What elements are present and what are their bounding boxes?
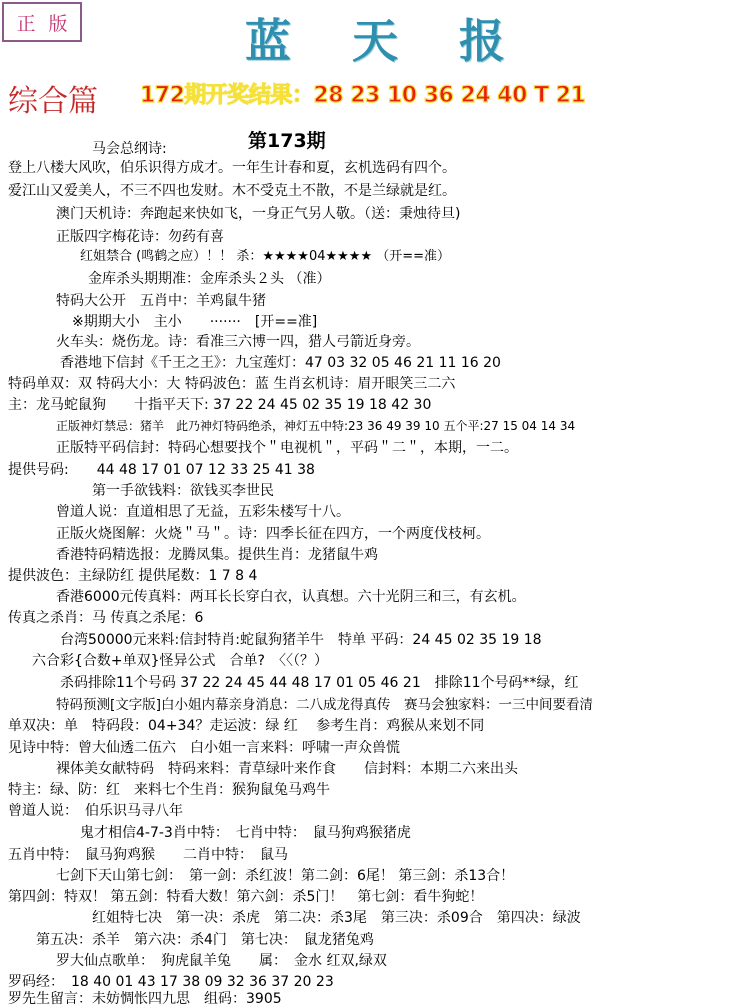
text-line: 正版火烧图解：火烧＂马＂。诗：四季长征在四方，一个两度伐枝柯。 bbox=[56, 526, 490, 542]
newspaper-title bbox=[245, 8, 505, 68]
title-char: 报 bbox=[459, 14, 505, 68]
text-line: 香港特码精选报：龙腾凤集。提供生肖：龙猪鼠牛鸡 bbox=[56, 547, 378, 563]
text-line: 正版四字梅花诗：勿药有喜 bbox=[56, 229, 224, 245]
text-line: 马会总纲诗: bbox=[92, 141, 167, 157]
issue-number: 第173期 bbox=[248, 130, 326, 152]
text-line: 罗大仙点歌单： 狗虎鼠羊兔 属： 金水 红双,绿双 bbox=[56, 953, 387, 969]
genuine-edition-stamp bbox=[2, 2, 82, 42]
text-line: 正版神灯禁忌：猪羊 此乃神灯特码绝杀，神灯五中特:23 36 49 39 10 五个平:27 15 04 14 34 bbox=[56, 419, 576, 433]
text-line: 特码单双：双 特码大小：大 特码波色：蓝 生肖玄机诗：眉开眼笑三二六 bbox=[8, 376, 456, 392]
stamp-char: 正 bbox=[16, 12, 36, 35]
text-line: 香港6000元传真料：两耳长长穿白衣，认真想。六十光阴三和三，有玄机。 bbox=[56, 589, 526, 605]
text-line: 第五决：杀羊 第六决：杀4门 第七决： 鼠龙猪兔鸡 bbox=[36, 932, 374, 948]
section-title: 综合篇 bbox=[8, 84, 98, 119]
text-line: 七剑下天山第七剑： 第一剑：杀红波！第二剑：6尾！ 第三剑：杀13合！ bbox=[56, 868, 515, 884]
title-char: 蓝 bbox=[245, 14, 291, 68]
text-line: 登上八楼大风吹，伯乐识得方成才。一年生计春和夏，玄机选码有四个。 bbox=[8, 160, 456, 176]
text-line: 见诗中特：曾大仙透二伍六 白小姐一言来料：呼啸一声众兽慌 bbox=[8, 740, 400, 756]
draw-result-banner: 172期开奖结果：28 23 10 36 24 40 T 21 bbox=[140, 83, 586, 108]
text-line: 特主：绿、防：红 来料七个生肖：猴狗鼠兔马鸡牛 bbox=[8, 782, 330, 798]
text-line: 正版特平码信封：特码心想要找个＂电视机＂，平码＂二＂，本期，一二。 bbox=[56, 440, 518, 456]
text-line: 爱江山又爱美人，不三不四也发财。木不受克土不散，不是兰绿就是红。 bbox=[8, 183, 456, 199]
title-char: 天 bbox=[352, 14, 398, 68]
text-line: 六合彩{合数+单双}怪异公式 合单? 〈〈（？） bbox=[32, 653, 328, 669]
text-line: ※期期大小 主小 ······· [开==准] bbox=[72, 314, 318, 330]
text-line: 罗码经： 18 40 01 43 17 38 09 32 36 37 20 23 bbox=[8, 974, 334, 990]
text-line: 提供号码: 44 48 17 01 07 12 33 25 41 38 bbox=[8, 462, 315, 478]
text-line: 红姐特七决 第一决：杀虎 第二决：杀3尾 第三决：杀09合 第四决：绿波 bbox=[92, 910, 581, 926]
text-line: 提供波色：主绿防红 提供尾数：1 7 8 4 bbox=[8, 568, 258, 584]
text-line: 罗先生留言：未妨惆怅四九思 组码：3905 bbox=[8, 991, 282, 1007]
text-line: 特码大公开 五肖中：羊鸡鼠牛猪 bbox=[56, 293, 266, 309]
text-line: 曾道人说：直道相思了无益，五彩朱楼写十八。 bbox=[56, 504, 350, 520]
text-line: 五肖中特： 鼠马狗鸡猴 二肖中特： 鼠马 bbox=[8, 847, 288, 863]
text-line: 第一手欲钱料：欲钱买李世民 bbox=[92, 483, 274, 499]
text-line: 红姐禁合 (鸣鹤之应）！！ 杀：★★★★04★★★★ （开==准） bbox=[80, 249, 451, 264]
text-line: 主：龙马蛇鼠狗 十指平天下: 37 22 24 45 02 35 19 18 42 30 bbox=[8, 397, 432, 413]
text-line: 澳门天机诗：奔跑起来快如飞，一身正气另人敬。（送：秉烛待旦) bbox=[56, 206, 461, 222]
text-line: 传真之杀肖：马 传真之杀尾：6 bbox=[8, 610, 204, 626]
text-line: 特码预测[文字版]白小姐内幕亲身消息：二八成龙得真传 赛马会独家料：一三中间要看清 bbox=[56, 697, 594, 713]
text-line: 单双决：单 特码段：04+34？走运波：绿 红 参考生肖：鸡猴从来划不同 bbox=[8, 718, 485, 734]
text-line: 鬼才相信4-7-3肖中特： 七肖中特： 鼠马狗鸡猴猪虎 bbox=[80, 825, 411, 841]
text-line: 杀码排除11个号码 37 22 24 45 44 48 17 01 05 46 21 排除11个号码**绿，红 bbox=[60, 675, 579, 691]
text-line: 火车头：烧伤龙。诗：看准三六博一四，猎人弓箭近身旁。 bbox=[56, 334, 420, 350]
text-line: 裸体美女献特码 特码来料：青草绿叶来作食 信封料：本期二六来出头 bbox=[56, 761, 518, 777]
text-line: 曾道人说： 伯乐识马寻八年 bbox=[8, 803, 183, 819]
stamp-char: 版 bbox=[48, 12, 68, 35]
text-line: 香港地下信封《千王之王》：九宝莲灯：47 03 32 05 46 21 11 16 20 bbox=[60, 355, 501, 371]
text-line: 第四剑：特双！ 第五剑：特看大数！第六剑：杀5门！ 第七剑：看牛狗蛇！ bbox=[8, 889, 484, 905]
text-line: 金库杀头期期准：金库杀头２头 （准） bbox=[88, 271, 331, 287]
text-line: 台湾50000元来料:信封特肖:蛇鼠狗猪羊牛 特单 平码：24 45 02 35 19 18 bbox=[60, 632, 542, 648]
